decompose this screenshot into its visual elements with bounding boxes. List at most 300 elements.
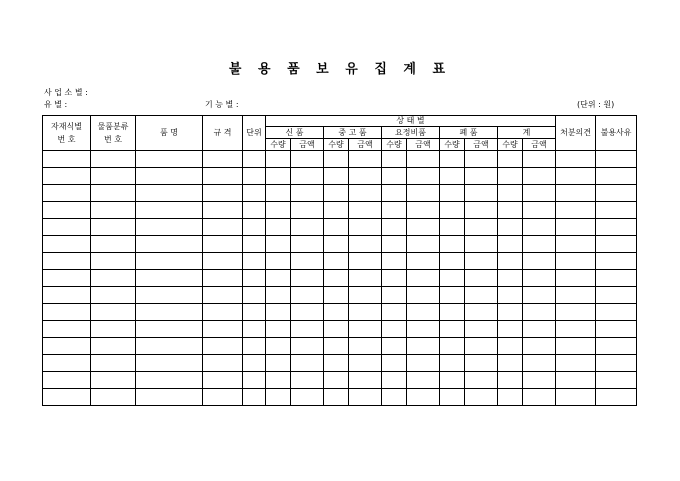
- table-cell[interactable]: [440, 202, 465, 219]
- table-cell[interactable]: [91, 304, 136, 321]
- table-row: [43, 304, 637, 321]
- table-cell[interactable]: [349, 185, 382, 202]
- header-unit: 단위: [243, 116, 266, 151]
- table-cell[interactable]: [136, 185, 203, 202]
- table-cell[interactable]: [136, 372, 203, 389]
- table-cell[interactable]: [556, 321, 596, 338]
- table-cell[interactable]: [440, 321, 465, 338]
- table-cell[interactable]: [407, 355, 440, 372]
- table-cell[interactable]: [91, 372, 136, 389]
- table-cell[interactable]: [324, 355, 349, 372]
- table-cell[interactable]: [203, 372, 243, 389]
- table-cell[interactable]: [43, 202, 91, 219]
- table-cell[interactable]: [465, 355, 498, 372]
- table-cell[interactable]: [324, 321, 349, 338]
- table-cell[interactable]: [523, 202, 556, 219]
- header-amount: 금액: [349, 139, 382, 151]
- business-unit-label: 사 업 소 별 :: [44, 88, 88, 97]
- table-cell[interactable]: [266, 185, 291, 202]
- table-cell[interactable]: [203, 219, 243, 236]
- table-cell[interactable]: [243, 151, 266, 168]
- table-cell[interactable]: [243, 355, 266, 372]
- table-cell[interactable]: [136, 270, 203, 287]
- table-cell[interactable]: [596, 372, 637, 389]
- header-asset-id-line1: 자재식별: [51, 122, 82, 131]
- table-cell[interactable]: [43, 253, 91, 270]
- table-cell[interactable]: [203, 236, 243, 253]
- table-cell[interactable]: [266, 287, 291, 304]
- table-cell[interactable]: [203, 321, 243, 338]
- table-cell[interactable]: [349, 355, 382, 372]
- table-cell[interactable]: [243, 338, 266, 355]
- table-cell[interactable]: [498, 321, 523, 338]
- table-cell[interactable]: [440, 151, 465, 168]
- function-label: 기 능 별 :: [205, 100, 239, 109]
- table-cell[interactable]: [324, 338, 349, 355]
- table-cell[interactable]: [349, 151, 382, 168]
- table-cell[interactable]: [498, 168, 523, 185]
- table-cell[interactable]: [91, 389, 136, 406]
- table-cell[interactable]: [291, 236, 324, 253]
- header-qty: 수량: [382, 139, 407, 151]
- table-cell[interactable]: [291, 389, 324, 406]
- table-cell[interactable]: [407, 219, 440, 236]
- table-cell[interactable]: [291, 202, 324, 219]
- table-cell[interactable]: [523, 321, 556, 338]
- table-row: [43, 321, 637, 338]
- table-cell[interactable]: [91, 168, 136, 185]
- table-cell[interactable]: [136, 321, 203, 338]
- table-row: [43, 168, 637, 185]
- inventory-summary-table: [42, 115, 637, 406]
- table-cell[interactable]: [324, 287, 349, 304]
- table-cell[interactable]: [556, 185, 596, 202]
- header-amount: 금액: [465, 139, 498, 151]
- table-row: [43, 287, 637, 304]
- table-cell[interactable]: [43, 287, 91, 304]
- table-cell[interactable]: [407, 372, 440, 389]
- table-cell[interactable]: [523, 304, 556, 321]
- table-cell[interactable]: [556, 168, 596, 185]
- table-cell[interactable]: [266, 151, 291, 168]
- table-cell[interactable]: [556, 253, 596, 270]
- table-cell[interactable]: [136, 355, 203, 372]
- header-status: 상 태 별: [266, 116, 556, 127]
- table-cell[interactable]: [596, 185, 637, 202]
- table-cell[interactable]: [243, 236, 266, 253]
- header-category-line2: 번 호: [104, 135, 122, 144]
- table-cell[interactable]: [291, 185, 324, 202]
- header-spec: 규 격: [203, 116, 243, 151]
- table-cell[interactable]: [243, 185, 266, 202]
- table-cell[interactable]: [266, 202, 291, 219]
- table-cell[interactable]: [440, 253, 465, 270]
- table-cell[interactable]: [498, 355, 523, 372]
- header-amount: 금액: [523, 139, 556, 151]
- table-cell[interactable]: [43, 389, 91, 406]
- table-cell[interactable]: [91, 202, 136, 219]
- table-cell[interactable]: [596, 304, 637, 321]
- table-cell[interactable]: [136, 219, 203, 236]
- table-cell[interactable]: [523, 355, 556, 372]
- table-cell[interactable]: [596, 270, 637, 287]
- table-cell[interactable]: [523, 338, 556, 355]
- table-cell[interactable]: [349, 236, 382, 253]
- table-cell[interactable]: [266, 389, 291, 406]
- table-cell[interactable]: [498, 202, 523, 219]
- table-cell[interactable]: [291, 270, 324, 287]
- table-cell[interactable]: [523, 151, 556, 168]
- table-cell[interactable]: [498, 270, 523, 287]
- table-cell[interactable]: [291, 372, 324, 389]
- table-cell[interactable]: [266, 168, 291, 185]
- table-cell[interactable]: [523, 389, 556, 406]
- table-cell[interactable]: [382, 151, 407, 168]
- table-cell[interactable]: [136, 202, 203, 219]
- table-cell[interactable]: [596, 338, 637, 355]
- table-cell[interactable]: [523, 253, 556, 270]
- table-cell[interactable]: [382, 355, 407, 372]
- table-cell[interactable]: [382, 372, 407, 389]
- header-qty: 수량: [266, 139, 291, 151]
- table-cell[interactable]: [291, 304, 324, 321]
- table-cell[interactable]: [243, 219, 266, 236]
- table-cell[interactable]: [291, 321, 324, 338]
- table-cell[interactable]: [407, 185, 440, 202]
- table-cell[interactable]: [136, 338, 203, 355]
- table-cell[interactable]: [523, 236, 556, 253]
- table-cell[interactable]: [523, 168, 556, 185]
- header-qty: 수량: [324, 139, 349, 151]
- table-cell[interactable]: [203, 338, 243, 355]
- table-cell[interactable]: [266, 270, 291, 287]
- table-cell[interactable]: [407, 168, 440, 185]
- table-cell[interactable]: [291, 253, 324, 270]
- table-cell[interactable]: [266, 355, 291, 372]
- table-cell[interactable]: [136, 168, 203, 185]
- table-cell[interactable]: [596, 253, 637, 270]
- unit-note: (단위 : 원): [577, 100, 615, 109]
- table-cell[interactable]: [596, 151, 637, 168]
- table-cell[interactable]: [407, 151, 440, 168]
- table-cell[interactable]: [440, 304, 465, 321]
- table-cell[interactable]: [349, 389, 382, 406]
- table-cell[interactable]: [498, 287, 523, 304]
- table-cell[interactable]: [43, 270, 91, 287]
- table-cell[interactable]: [382, 287, 407, 304]
- table-cell[interactable]: [349, 270, 382, 287]
- table-cell[interactable]: [324, 168, 349, 185]
- table-cell[interactable]: [440, 270, 465, 287]
- table-cell[interactable]: [266, 321, 291, 338]
- table-cell[interactable]: [465, 185, 498, 202]
- table-cell[interactable]: [91, 270, 136, 287]
- table-cell[interactable]: [324, 185, 349, 202]
- table-cell[interactable]: [203, 253, 243, 270]
- table-cell[interactable]: [407, 287, 440, 304]
- table-cell[interactable]: [596, 287, 637, 304]
- table-cell[interactable]: [243, 287, 266, 304]
- table-cell[interactable]: [91, 236, 136, 253]
- table-cell[interactable]: [556, 219, 596, 236]
- table-cell[interactable]: [349, 219, 382, 236]
- table-cell[interactable]: [596, 355, 637, 372]
- table-cell[interactable]: [136, 287, 203, 304]
- table-cell[interactable]: [91, 355, 136, 372]
- table-cell[interactable]: [266, 253, 291, 270]
- table-cell[interactable]: [203, 355, 243, 372]
- table-cell[interactable]: [243, 270, 266, 287]
- table-cell[interactable]: [382, 253, 407, 270]
- table-cell[interactable]: [440, 389, 465, 406]
- header-amount: 금액: [407, 139, 440, 151]
- table-cell[interactable]: [266, 304, 291, 321]
- table-cell[interactable]: [440, 355, 465, 372]
- table-row: [43, 236, 637, 253]
- table-cell[interactable]: [498, 338, 523, 355]
- table-cell[interactable]: [291, 355, 324, 372]
- table-cell[interactable]: [324, 270, 349, 287]
- table-cell[interactable]: [243, 321, 266, 338]
- table-cell[interactable]: [382, 338, 407, 355]
- header-item-name: 품 명: [136, 116, 203, 151]
- table-cell[interactable]: [596, 236, 637, 253]
- table-cell[interactable]: [556, 151, 596, 168]
- table-cell[interactable]: [136, 253, 203, 270]
- table-cell[interactable]: [324, 304, 349, 321]
- table-cell[interactable]: [440, 338, 465, 355]
- table-cell[interactable]: [203, 202, 243, 219]
- header-scrap-item: 폐 품: [440, 127, 498, 139]
- table-cell[interactable]: [556, 236, 596, 253]
- table-cell[interactable]: [349, 202, 382, 219]
- table-cell[interactable]: [382, 321, 407, 338]
- table-cell[interactable]: [43, 185, 91, 202]
- table-cell[interactable]: [556, 287, 596, 304]
- table-cell[interactable]: [324, 151, 349, 168]
- table-cell[interactable]: [465, 168, 498, 185]
- table-cell[interactable]: [349, 168, 382, 185]
- table-cell[interactable]: [291, 219, 324, 236]
- table-cell[interactable]: [498, 304, 523, 321]
- table-cell[interactable]: [203, 168, 243, 185]
- header-amount: 금액: [291, 139, 324, 151]
- table-cell[interactable]: [465, 151, 498, 168]
- table-cell[interactable]: [523, 287, 556, 304]
- header-new-item: 신 품: [266, 127, 324, 139]
- table-cell[interactable]: [440, 287, 465, 304]
- table-row: [43, 202, 637, 219]
- header-category: [91, 116, 136, 151]
- table-cell[interactable]: [498, 151, 523, 168]
- table-cell[interactable]: [382, 389, 407, 406]
- table-cell[interactable]: [243, 372, 266, 389]
- table-row: [43, 389, 637, 406]
- table-cell[interactable]: [349, 304, 382, 321]
- table-cell[interactable]: [465, 372, 498, 389]
- table-cell[interactable]: [407, 304, 440, 321]
- table-cell[interactable]: [91, 338, 136, 355]
- table-cell[interactable]: [291, 287, 324, 304]
- table-cell[interactable]: [43, 372, 91, 389]
- table-cell[interactable]: [266, 219, 291, 236]
- table-cell[interactable]: [498, 389, 523, 406]
- table-cell[interactable]: [407, 202, 440, 219]
- table-cell[interactable]: [43, 168, 91, 185]
- table-cell[interactable]: [136, 304, 203, 321]
- table-cell[interactable]: [382, 304, 407, 321]
- table-cell[interactable]: [382, 202, 407, 219]
- table-cell[interactable]: [465, 253, 498, 270]
- header-disposal-opinion: 처분의견: [556, 116, 596, 151]
- table-cell[interactable]: [324, 202, 349, 219]
- table-cell[interactable]: [382, 236, 407, 253]
- table-cell[interactable]: [43, 338, 91, 355]
- table-cell[interactable]: [407, 389, 440, 406]
- table-cell[interactable]: [523, 372, 556, 389]
- table-cell[interactable]: [91, 287, 136, 304]
- header-total: 계: [498, 127, 556, 139]
- table-cell[interactable]: [465, 287, 498, 304]
- table-cell[interactable]: [465, 236, 498, 253]
- table-cell[interactable]: [440, 219, 465, 236]
- table-row: [43, 355, 637, 372]
- table-cell[interactable]: [243, 202, 266, 219]
- table-cell[interactable]: [324, 236, 349, 253]
- table-cell[interactable]: [556, 202, 596, 219]
- table-cell[interactable]: [349, 372, 382, 389]
- table-cell[interactable]: [324, 219, 349, 236]
- table-cell[interactable]: [440, 236, 465, 253]
- table-cell[interactable]: [465, 270, 498, 287]
- table-cell[interactable]: [91, 253, 136, 270]
- table-cell[interactable]: [382, 185, 407, 202]
- table-cell[interactable]: [324, 389, 349, 406]
- table-cell[interactable]: [266, 338, 291, 355]
- table-cell[interactable]: [498, 219, 523, 236]
- table-cell[interactable]: [203, 287, 243, 304]
- table-cell[interactable]: [136, 151, 203, 168]
- table-cell[interactable]: [556, 304, 596, 321]
- table-cell[interactable]: [243, 304, 266, 321]
- table-cell[interactable]: [266, 236, 291, 253]
- table-cell[interactable]: [91, 151, 136, 168]
- table-cell[interactable]: [440, 185, 465, 202]
- table-cell[interactable]: [596, 219, 637, 236]
- table-cell[interactable]: [465, 338, 498, 355]
- table-cell[interactable]: [43, 304, 91, 321]
- table-cell[interactable]: [136, 236, 203, 253]
- header-used-item: 중 고 품: [324, 127, 382, 139]
- table-cell[interactable]: [91, 185, 136, 202]
- table-cell[interactable]: [465, 304, 498, 321]
- table-cell[interactable]: [556, 338, 596, 355]
- table-cell[interactable]: [91, 321, 136, 338]
- table-cell[interactable]: [407, 270, 440, 287]
- table-cell[interactable]: [43, 151, 91, 168]
- table-cell[interactable]: [203, 185, 243, 202]
- table-cell[interactable]: [596, 321, 637, 338]
- table-cell[interactable]: [349, 253, 382, 270]
- table-cell[interactable]: [243, 389, 266, 406]
- form-title: 불 용 품 보 유 집 계 표: [228, 62, 452, 77]
- table-cell[interactable]: [596, 389, 637, 406]
- table-row: [43, 151, 637, 168]
- table-cell[interactable]: [349, 321, 382, 338]
- table-row: [43, 185, 637, 202]
- table-cell[interactable]: [556, 270, 596, 287]
- table-cell[interactable]: [596, 202, 637, 219]
- table-cell[interactable]: [556, 389, 596, 406]
- table-cell[interactable]: [523, 219, 556, 236]
- table-row: [43, 253, 637, 270]
- table-cell[interactable]: [465, 202, 498, 219]
- table-cell[interactable]: [43, 321, 91, 338]
- table-cell[interactable]: [498, 372, 523, 389]
- table-cell[interactable]: [203, 151, 243, 168]
- table-cell[interactable]: [407, 253, 440, 270]
- table-cell[interactable]: [291, 338, 324, 355]
- table-cell[interactable]: [291, 151, 324, 168]
- header-asset-id: [43, 116, 91, 151]
- table-cell[interactable]: [556, 372, 596, 389]
- table-cell[interactable]: [203, 389, 243, 406]
- type-label: 유 별 :: [44, 100, 68, 109]
- table-cell[interactable]: [523, 185, 556, 202]
- table-cell[interactable]: [43, 236, 91, 253]
- table-cell[interactable]: [465, 389, 498, 406]
- table-cell[interactable]: [136, 389, 203, 406]
- header-category-line1: 물품분류: [97, 122, 129, 131]
- table-row: [43, 338, 637, 355]
- table-cell[interactable]: [440, 168, 465, 185]
- table-cell[interactable]: [498, 185, 523, 202]
- table-cell[interactable]: [324, 253, 349, 270]
- table-cell[interactable]: [243, 168, 266, 185]
- header-qty: 수량: [440, 139, 465, 151]
- table-cell[interactable]: [203, 304, 243, 321]
- table-cell[interactable]: [407, 236, 440, 253]
- header-disuse-reason: 불용사유: [596, 116, 637, 151]
- table-cell[interactable]: [498, 236, 523, 253]
- table-cell[interactable]: [91, 219, 136, 236]
- table-cell[interactable]: [465, 321, 498, 338]
- table-cell[interactable]: [382, 219, 407, 236]
- table-cell[interactable]: [324, 372, 349, 389]
- header-asset-id-line2: 번 호: [57, 135, 76, 144]
- header-qty: 수량: [498, 139, 523, 151]
- table-row: [43, 270, 637, 287]
- table-cell[interactable]: [407, 321, 440, 338]
- table-cell[interactable]: [349, 287, 382, 304]
- table-cell[interactable]: [596, 168, 637, 185]
- table-cell[interactable]: [43, 355, 91, 372]
- table-cell[interactable]: [382, 270, 407, 287]
- table-cell[interactable]: [243, 253, 266, 270]
- table-cell[interactable]: [407, 338, 440, 355]
- table-cell[interactable]: [349, 338, 382, 355]
- table-cell[interactable]: [382, 168, 407, 185]
- table-cell[interactable]: [266, 372, 291, 389]
- table-cell[interactable]: [523, 270, 556, 287]
- table-cell[interactable]: [556, 355, 596, 372]
- table-cell[interactable]: [291, 168, 324, 185]
- table-cell[interactable]: [43, 219, 91, 236]
- table-cell[interactable]: [440, 372, 465, 389]
- table-cell[interactable]: [203, 270, 243, 287]
- table-cell[interactable]: [465, 219, 498, 236]
- table-cell[interactable]: [498, 253, 523, 270]
